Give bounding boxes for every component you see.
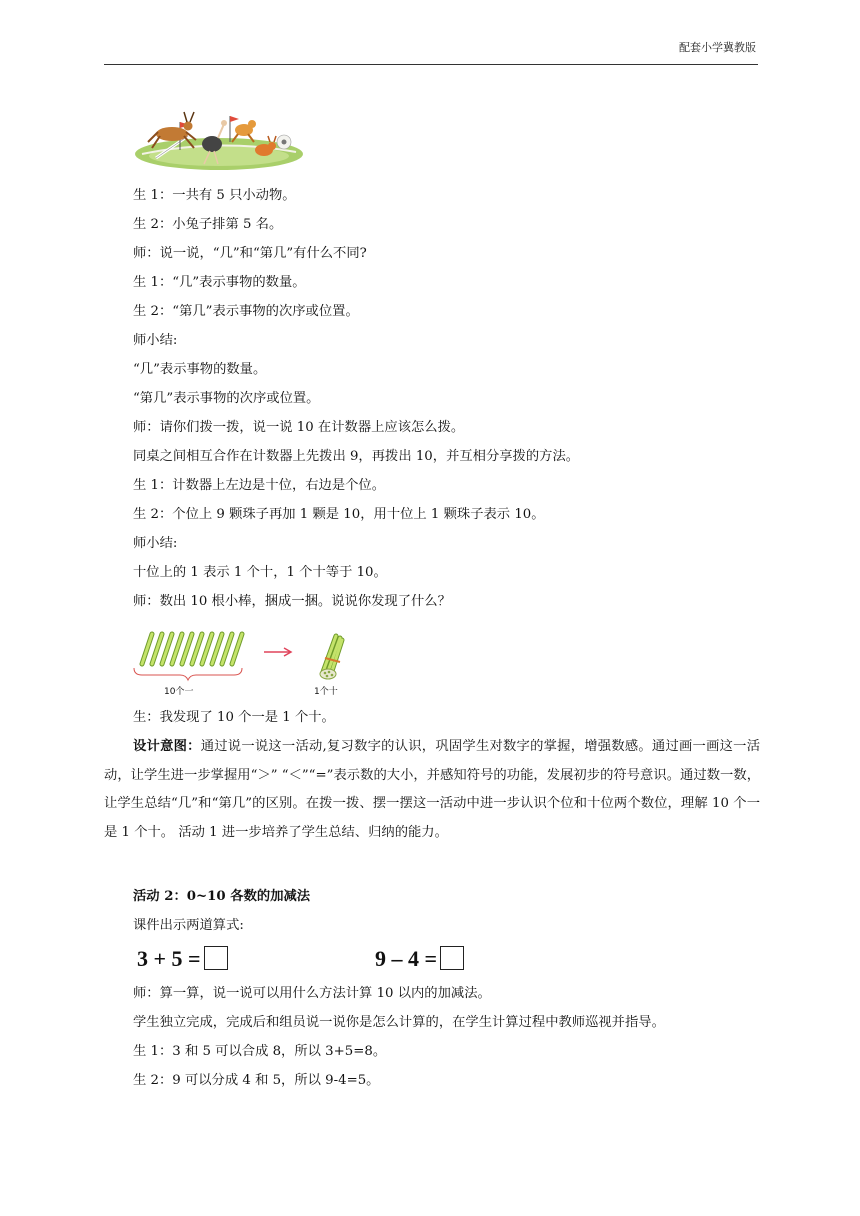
text-line: 生 2：小兔子排第 5 名。 [133,217,283,232]
equation-addition [137,946,228,972]
animal-race-illustration [134,106,304,172]
text-line: 同桌之间相互合作在计数器上先拨出 9，再拨出 10，并互相分享拨的方法。 [133,449,580,464]
text-line: 生 1：一共有 5 只小动物。 [133,188,296,203]
text-line: “几”表示事物的数量。 [133,362,267,377]
ten-sticks-illustration [128,628,358,692]
design-intent-paragraph [104,733,760,847]
label-ten-ones: 10个一 [164,687,194,697]
text-line: 生 2：“第几”表示事物的次序或位置。 [133,304,359,319]
text-line: 生 2：个位上 9 颗珠子再加 1 颗是 10，用十位上 1 颗珠子表示 10。 [133,507,545,522]
activity2-title: 活动 2：0~10 各数的加减法 [133,889,311,904]
design-intent-label: 设计意图： [133,739,201,754]
text-line: 生：我发现了 10 个一是 1 个十。 [133,710,335,725]
label-one-ten: 1个十 [314,687,338,697]
text-line: 十位上的 1 表示 1 个十，1 个十等于 10。 [133,565,387,580]
text-line: 生 2：9 可以分成 4 和 5，所以 9-4=5。 [133,1073,380,1088]
text-line: 师：说一说，“几”和“第几”有什么不同? [133,246,367,261]
text-line: 师：算一算，说一说可以用什么方法计算 10 以内的加减法。 [133,986,491,1001]
text-line: 师：请你们拨一拨，说一说 10 在计数器上应该怎么拨。 [133,420,465,435]
equation-text: 9 – 4 = [375,946,438,971]
text-line: 生 1：“几”表示事物的数量。 [133,275,306,290]
text-line: “第几”表示事物的次序或位置。 [133,391,320,406]
sticks-figure [128,628,358,700]
header-text: 配套小学冀教版 [679,41,756,54]
text-line: 课件出示两道算式: [133,918,244,933]
text-line: 生 1：3 和 5 可以合成 8，所以 3+5=8。 [133,1044,387,1059]
equation-text: 3 + 5 = [137,946,201,971]
equation-subtraction [375,946,464,972]
text-line: 师小结: [133,333,178,348]
text-line: 生 1：计数器上左边是十位，右边是个位。 [133,478,386,493]
design-intent-text: 通过说一说这一活动,复习数字的认识，巩固学生对数字的掌握，增强数感。通过画一画这一活动，让学生进一步掌握用“＞” “＜”“=”表示数的大小，并感知符号的功能，发展初步的符号意识。通过数一数，让学生总结“几”和“第几”的区别。在拨一拨、摆一摆这一活动中进一步认识个位和十位两个数位，理解 10 个一是 1 个十。 活动 1 进一步培养了学生总结、归纳的能力。 [104,739,761,840]
text-line: 学生独立完成，完成后和组员说一说你是怎么计算的，在学生计算过程中教师巡视并指导。 [133,1015,665,1030]
text-line: 师小结: [133,536,178,551]
answer-box [204,946,228,970]
answer-box [440,946,464,970]
text-line: 师：数出 10 根小棒，捆成一捆。说说你发现了什么？ [133,594,451,609]
